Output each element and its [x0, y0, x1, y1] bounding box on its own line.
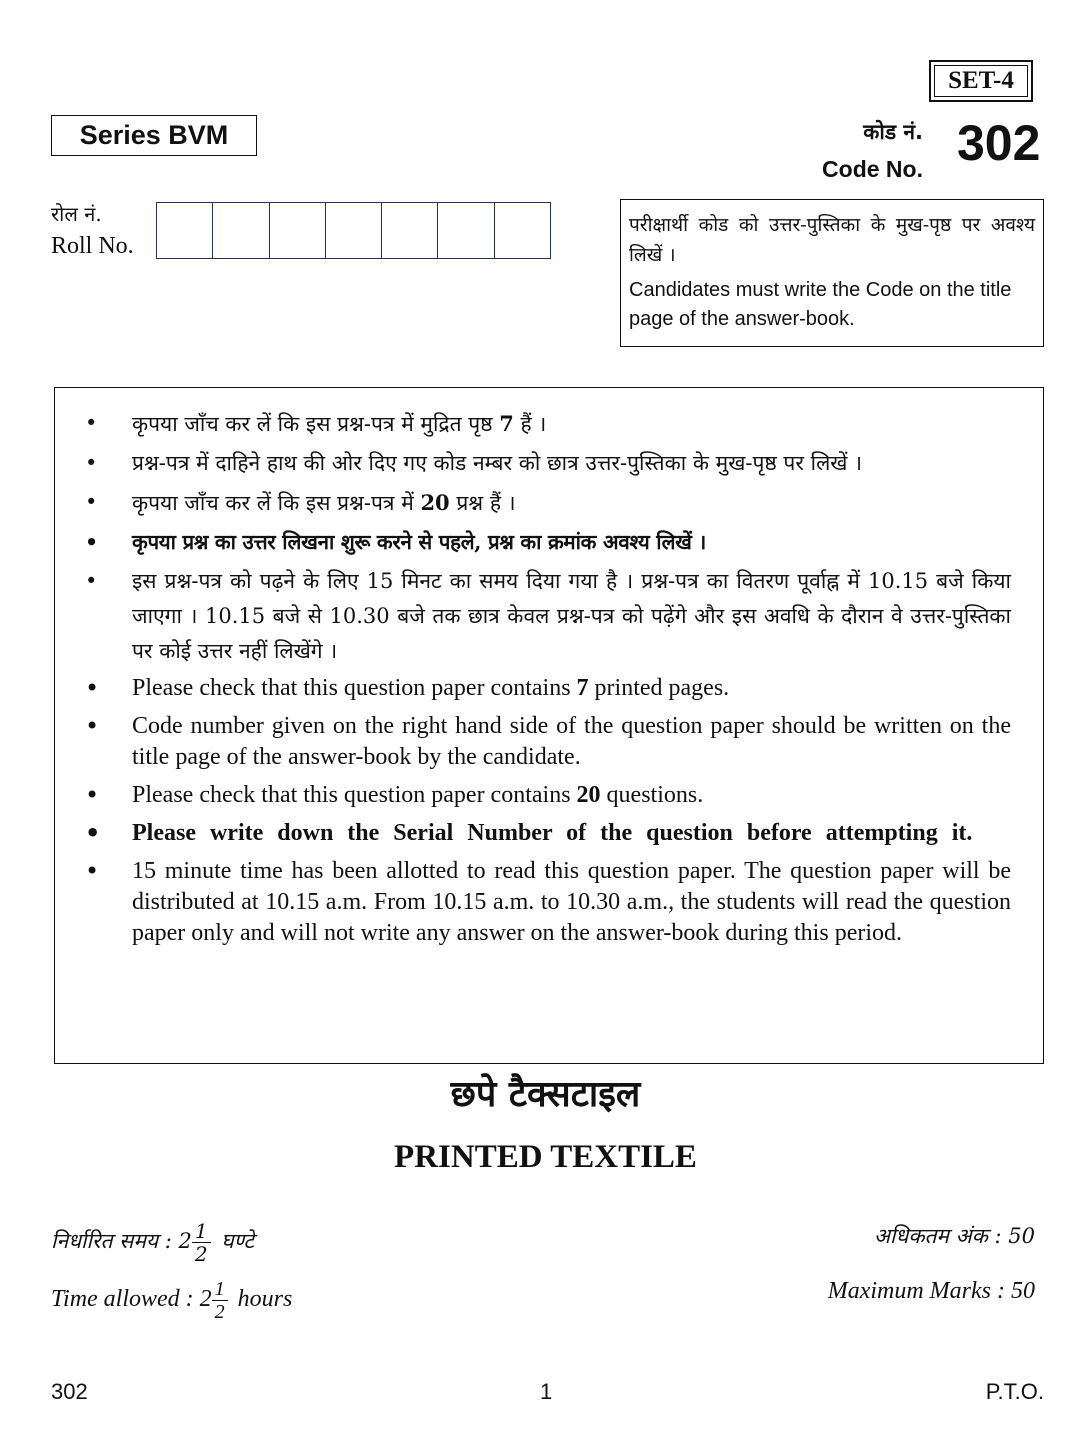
roll-cell[interactable]	[495, 203, 550, 258]
roll-cell[interactable]	[382, 203, 438, 258]
code-notice-english: Candidates must write the Code on the title page of the answer-book.	[629, 279, 1012, 330]
roll-cell[interactable]	[270, 203, 326, 258]
instruction-hi-reading-time: • इस प्रश्न-पत्र को पढ़ने के लिए 15 मिनट का समय दिया गया है । प्रश्न-पत्र का वितरण पूर्वाह्न में 10.15 बजे किया जाएगा । 10.15 बजे से 10.30 बजे तक छात्र केवल प्रश्न-पत्र को पढ़ेंगे और इस अवधि के दौरान वे उत्तर-पुस्तिका पर कोई उत्तर नहीं लिखेंगे ।	[85, 564, 1011, 669]
instruction-hi-serial: • कृपया प्रश्न का उत्तर लिखना शुरू करने से पहले, प्रश्न का क्रमांक अवश्य लिखें ।	[85, 525, 1011, 560]
instruction-hi-code: • प्रश्न-पत्र में दाहिने हाथ की ओर दिए गए कोड नम्बर को छात्र उत्तर-पुस्तिका के मुख-पृष्ठ पर लिखें ।	[85, 446, 1011, 481]
time-allowed-english	[51, 1278, 292, 1323]
instruction-en-reading-time: • 15 minute time has been allotted to read this question paper. The question paper will be distributed at 10.15 a.m. From 10.15 a.m. to 10.30 a.m., the students will read the question paper only and will not write any answer on the answer-book during this period.	[85, 856, 1011, 949]
fraction-numerator: 1	[212, 1278, 228, 1301]
instructions-list	[85, 406, 1011, 949]
series-label-text: Series BVM	[79, 120, 229, 150]
time-hi-suffix: घण्टे	[221, 1229, 255, 1253]
footer-code: 302	[51, 1379, 88, 1404]
code-label-english: Code No.	[822, 156, 923, 182]
roll-cell[interactable]	[213, 203, 269, 258]
fraction-numerator: 1	[192, 1220, 211, 1243]
time-en-prefix: Time allowed : 2	[51, 1286, 212, 1313]
subject-title-english: PRINTED TEXTILE	[394, 1139, 697, 1175]
fraction-denominator: 2	[214, 1301, 225, 1323]
max-marks-english: Maximum Marks : 50	[827, 1278, 1035, 1304]
max-marks-hindi: अधिकतम अंक : 50	[873, 1224, 1035, 1248]
instruction-hi-questions: • कृपया जाँच कर लें कि इस प्रश्न-पत्र में 20 प्रश्न हैं ।	[85, 485, 1011, 521]
instruction-en-code: • Code number given on the right hand side of the question paper should be written on the title page of the answer-book by the candidate.	[85, 711, 1011, 773]
code-number: 302	[957, 115, 1041, 171]
code-notice-hindi: परीक्षार्थी कोड को उत्तर-पुस्तिका के मुख-पृष्ठ पर अवश्य लिखें ।	[629, 214, 1035, 266]
footer-pto: P.T.O.	[985, 1379, 1044, 1404]
roll-cell[interactable]	[438, 203, 494, 258]
footer-page-number: 1	[540, 1379, 553, 1404]
roll-label-hindi: रोल नं.	[51, 202, 102, 226]
code-notice-box	[620, 199, 1044, 347]
subject-title-hindi: छपे टैक्सटाइल	[450, 1074, 641, 1115]
set-label-text: SET-4	[948, 67, 1014, 94]
instruction-en-serial: • Please write down the Serial Number of the question before attempting it.	[85, 818, 1011, 849]
fraction-half	[192, 1220, 211, 1265]
fraction-denominator: 2	[194, 1242, 208, 1266]
instruction-en-pages: • Please check that this question paper contains 7 printed pages.	[85, 673, 1011, 704]
roll-number-grid[interactable]	[156, 202, 551, 259]
roll-cell[interactable]	[157, 203, 213, 258]
time-hi-prefix: निर्धारित समय : 2	[51, 1229, 192, 1253]
fraction-half	[212, 1278, 228, 1323]
time-en-suffix: hours	[237, 1286, 293, 1313]
time-allowed-hindi	[51, 1220, 254, 1265]
instruction-hi-pages: • कृपया जाँच कर लें कि इस प्रश्न-पत्र में मुद्रित पृष्ठ 7 हैं ।	[85, 406, 1011, 442]
instructions-box	[54, 387, 1044, 1064]
roll-label-english: Roll No.	[51, 233, 134, 259]
code-label-hindi: कोड नं.	[863, 120, 923, 144]
roll-cell[interactable]	[326, 203, 382, 258]
instruction-en-questions: • Please check that this question paper contains 20 questions.	[85, 780, 1011, 811]
series-label	[51, 115, 257, 156]
set-label	[929, 60, 1033, 102]
